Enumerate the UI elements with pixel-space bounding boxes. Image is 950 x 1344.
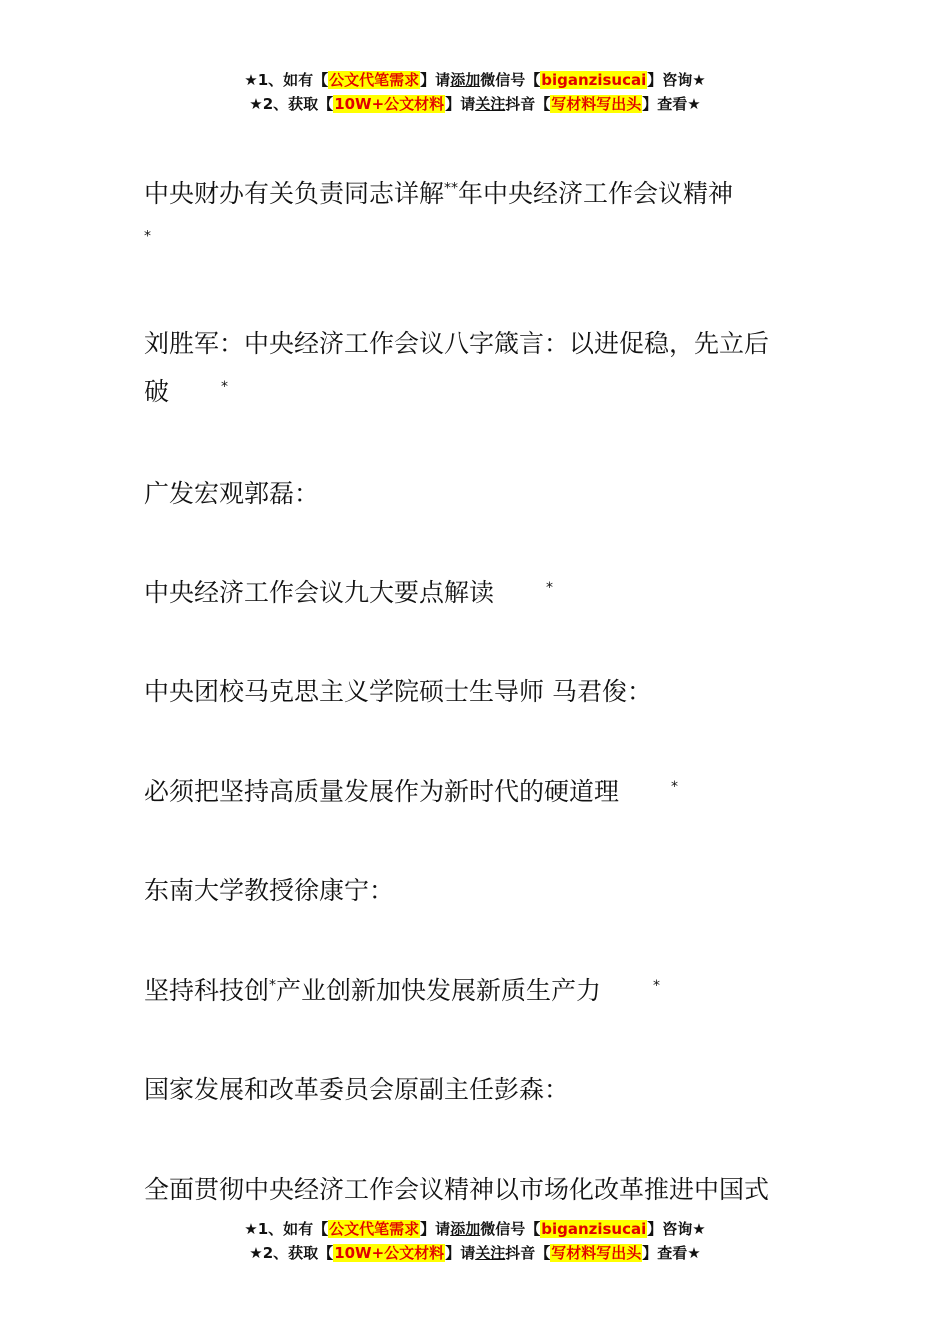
banner-text: ★1、如有【: [244, 71, 329, 89]
highlight-service: 公文代笔需求: [329, 1220, 420, 1238]
entry-text: 中央财办有关负责同志详解: [144, 179, 445, 208]
toc-entry: [144, 768, 814, 816]
banner-line-2: [0, 1241, 950, 1265]
toc-entry: [144, 1066, 814, 1114]
placeholder-star: *: [221, 378, 229, 395]
banner-text: ★2、获取【: [249, 95, 334, 113]
entry-text: 中央团校马克思主义学院硕士生导师 马君俊：: [144, 677, 652, 706]
entry-text: 广发宏观郭磊：: [144, 479, 320, 508]
underlined-text: 添加: [450, 71, 481, 89]
toc-entry: [144, 867, 814, 915]
placeholder-star: *: [653, 977, 661, 994]
banner-text: ★2、获取【: [249, 1244, 334, 1262]
banner-text: 抖音【: [505, 95, 551, 113]
placeholder-star: *: [671, 778, 679, 795]
entry-text: 必须把坚持高质量发展作为新时代的硬道理: [144, 777, 620, 806]
toc-entry: [144, 470, 814, 518]
underlined-text: 关注: [475, 95, 506, 113]
entry-text: 坚持科技创: [144, 976, 270, 1005]
placeholder-star: **: [444, 180, 459, 197]
banner-text: 】咨询★: [647, 71, 706, 89]
footer-banner: [0, 1217, 950, 1265]
highlight-wechat-id: biganzisucai: [541, 1220, 647, 1238]
banner-text: 】请: [420, 71, 451, 89]
placeholder-star: *: [546, 579, 554, 596]
entry-text: 中央经济工作会议九大要点解读: [144, 578, 495, 607]
entry-text: 年中央经济工作会议精神: [458, 179, 734, 208]
highlight-service: 公文代笔需求: [329, 71, 420, 89]
toc-entry: [144, 569, 814, 617]
entry-text: 全面贯彻中央经济工作会议精神以市场化改革推进中国式: [144, 1175, 770, 1204]
banner-line-1: [0, 1217, 950, 1241]
entry-text: 刘胜军：中央经济工作会议八字箴言：以进促稳，先立后: [144, 329, 770, 358]
underlined-text: 关注: [475, 1244, 506, 1262]
placeholder-star: *: [269, 977, 277, 994]
underlined-text: 添加: [450, 1220, 481, 1238]
toc-entry: [144, 668, 814, 716]
banner-text: 微信号【: [480, 71, 541, 89]
entry-text: 产业创新加快发展新质生产力: [276, 976, 602, 1005]
highlight-douyin-id: 写材料写出头: [551, 95, 642, 113]
header-banner: [0, 68, 950, 116]
banner-line-1: [0, 68, 950, 92]
banner-text: ★1、如有【: [244, 1220, 329, 1238]
highlight-douyin-id: 写材料写出头: [551, 1244, 642, 1262]
highlight-materials: 10W+公文材料: [334, 1244, 445, 1262]
banner-text: 】咨询★: [647, 1220, 706, 1238]
banner-text: 】请: [420, 1220, 451, 1238]
toc-entry: [144, 170, 814, 266]
toc-entry: [144, 967, 814, 1015]
toc-entry: [144, 1166, 814, 1214]
toc-entry: [144, 320, 814, 416]
banner-text: 】查看★: [642, 95, 701, 113]
entry-text: 东南大学教授徐康宁：: [144, 876, 395, 905]
banner-line-2: [0, 92, 950, 116]
highlight-materials: 10W+公文材料: [334, 95, 445, 113]
banner-text: 】请: [445, 1244, 476, 1262]
entry-text: 破: [144, 377, 170, 406]
banner-text: 抖音【: [505, 1244, 551, 1262]
entry-text: 国家发展和改革委员会原副主任彭森：: [144, 1075, 570, 1104]
banner-text: 微信号【: [480, 1220, 541, 1238]
banner-text: 】请: [445, 95, 476, 113]
highlight-wechat-id: biganzisucai: [541, 71, 647, 89]
placeholder-star: *: [144, 228, 151, 245]
banner-text: 】查看★: [642, 1244, 701, 1262]
